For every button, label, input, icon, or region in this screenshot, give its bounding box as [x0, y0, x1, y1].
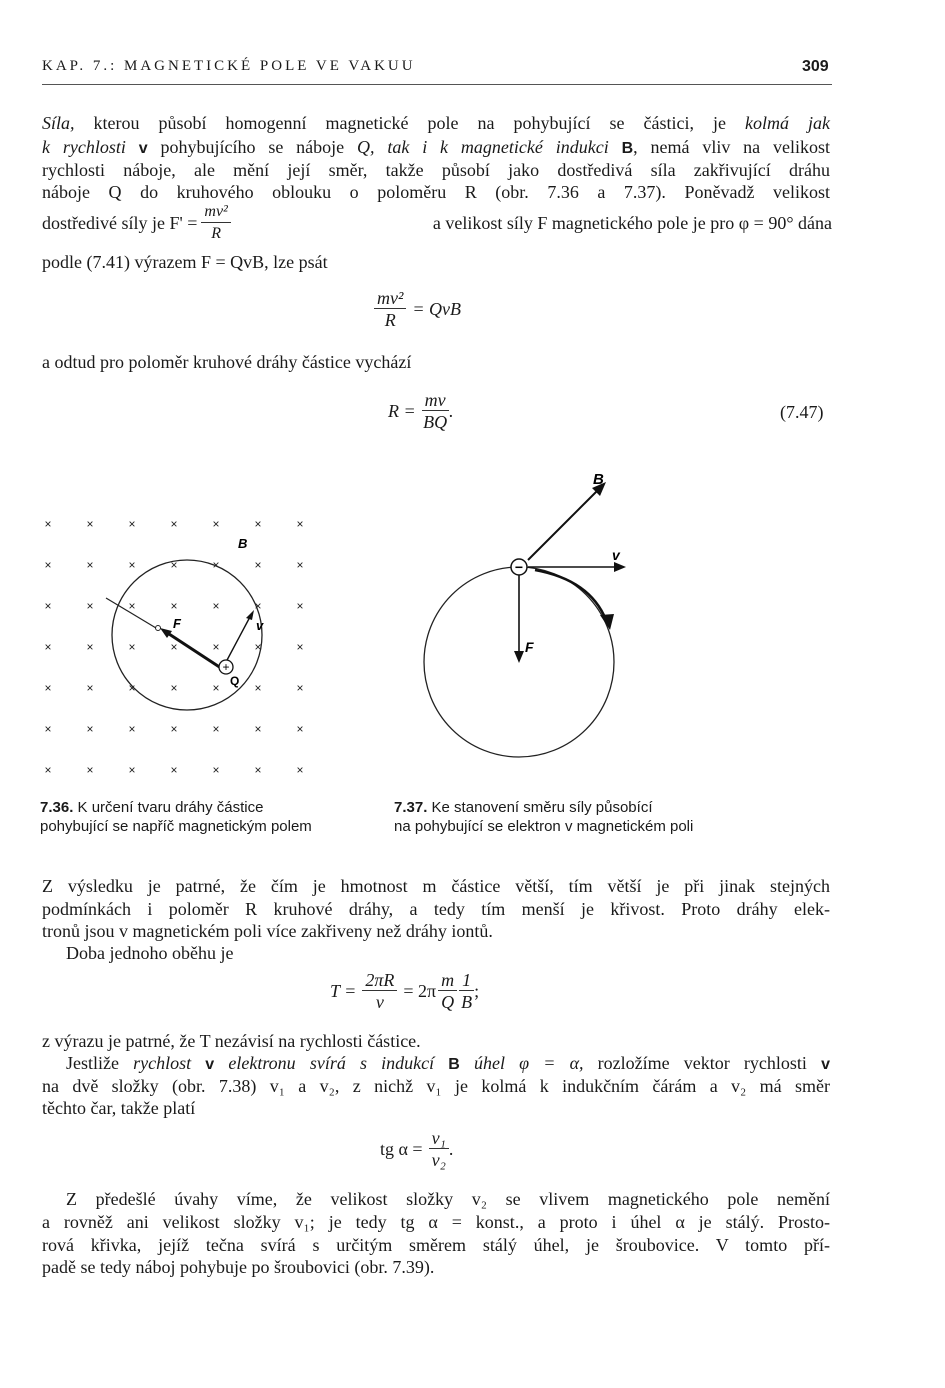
vector-v: v [205, 1056, 215, 1073]
fraction-denominator: Q [441, 992, 455, 1012]
caption-7-36-line-1 [40, 798, 263, 817]
plus-sign: + [222, 660, 230, 674]
field-cross: × [296, 599, 304, 613]
equation-lhs: T = [330, 981, 357, 1001]
figure-7-36 [38, 510, 328, 790]
p3-line-4: Doba jednoho oběhu je [66, 943, 234, 963]
field-cross: × [128, 517, 136, 531]
equation-lhs: R = [388, 401, 416, 421]
fraction-numerator: 2πR [362, 970, 397, 991]
caption-text: Ke stanovení směru síly působící [427, 799, 653, 816]
field-cross: × [170, 558, 178, 572]
label-B: B [593, 471, 604, 488]
equation-period: . [448, 1139, 454, 1159]
field-cross: × [44, 517, 52, 531]
equation-rhs: = QvB [412, 299, 462, 319]
velocity-arrow-v [226, 615, 251, 662]
field-cross: × [170, 640, 178, 654]
fraction-mv2-R [201, 202, 230, 245]
fraction-numerator: mv² [374, 288, 406, 309]
field-cross: × [170, 681, 178, 695]
field-cross: × [254, 517, 262, 531]
field-cross: × [296, 763, 304, 777]
p1-line-5 [42, 202, 832, 245]
p3-line-1: Z výsledku je patrné, že čím je hmotnost m částice větší, tím větší je při jinak stejných [42, 876, 830, 896]
cross-grid [44, 517, 303, 777]
field-cross: × [296, 681, 304, 695]
vector-v: v [821, 1056, 830, 1073]
field-cross: × [128, 681, 136, 695]
field-cross: × [212, 640, 220, 654]
page-number: 309 [802, 58, 829, 75]
label-Q: Q [230, 674, 240, 688]
field-cross: × [212, 763, 220, 777]
field-cross: × [44, 722, 52, 736]
field-cross: × [44, 640, 52, 654]
field-cross: × [254, 558, 262, 572]
equation-mid: = 2π [403, 981, 437, 1001]
p1-text: a velikost síly F magnetického pole je pro φ = 90° dána [432, 213, 832, 233]
p1-line-4: náboje Q do kruhového oblouku o poloměru R (obr. 7.36 a 7.37). Poněvadž velikost [42, 182, 830, 202]
equation-lhs: tg α = [380, 1139, 423, 1159]
fraction-denominator: v [375, 992, 384, 1012]
vector-B: B [621, 140, 634, 157]
fraction-denominator: R [384, 310, 396, 330]
motion-arc-arrow [535, 570, 606, 620]
field-cross: × [254, 763, 262, 777]
equation-semicolon: ; [474, 981, 480, 1001]
field-cross: × [170, 517, 178, 531]
label-B: B [238, 536, 248, 551]
caption-7-36-line-2: pohybující se napříč magnetickým polem [40, 818, 312, 835]
caption-text: K určení tvaru dráhy částice [73, 799, 264, 816]
fraction-numerator: 1 [459, 970, 474, 991]
equation-tg-alpha [380, 1128, 453, 1171]
vector-v: v [138, 140, 148, 157]
equation-1 [374, 288, 461, 331]
field-cross: × [86, 517, 94, 531]
p6-line-3: rová křivka, jejíž tečna svírá s určitým směrem stálý úhel, je šroubovice. V tomto pří- [42, 1235, 830, 1255]
field-cross: × [296, 722, 304, 736]
field-cross: × [212, 681, 220, 695]
field-cross: × [212, 517, 220, 531]
field-cross: × [86, 681, 94, 695]
equation-tag: (7.47) [780, 402, 824, 422]
p5-italic: elektronu svírá s indukcí [214, 1053, 449, 1073]
field-cross: × [212, 558, 220, 572]
p1-italic-sila: Síla, [42, 113, 75, 133]
field-cross: × [254, 599, 262, 613]
force-arrowhead [514, 651, 524, 663]
field-cross: × [212, 599, 220, 613]
field-cross: × [86, 763, 94, 777]
vector-B: B [448, 1056, 460, 1073]
field-cross: × [44, 599, 52, 613]
field-cross: × [170, 763, 178, 777]
field-cross: × [86, 558, 94, 572]
field-cross: × [254, 681, 262, 695]
field-cross: × [296, 517, 304, 531]
fraction-numerator: mv [422, 390, 449, 411]
field-cross: × [128, 558, 136, 572]
label-F: F [525, 639, 534, 655]
caption-number: 7.36. [40, 799, 74, 816]
p4-line: z výrazu je patrné, že T nezávisí na rychlosti částice. [42, 1031, 421, 1051]
fraction-denominator: B [461, 992, 473, 1012]
p1-line-3: rychlosti náboje, ale mění její směr, takže působí jako dostředivá síla zakřivující dráhu [42, 160, 830, 180]
circle-center [156, 626, 161, 631]
p1-italic: Q, tak i k magnetické indukci [357, 137, 622, 157]
fraction-numerator: v₁ [429, 1128, 449, 1149]
p1-text: dostředivé síly je F' = [42, 213, 198, 233]
p5-text: Jestliže [66, 1053, 134, 1073]
p5-italic: úhel φ = α, [459, 1053, 584, 1073]
field-cross: × [170, 599, 178, 613]
equation-period: . [448, 401, 454, 421]
fraction-m-Q [438, 970, 457, 1013]
p6-line-1 [42, 1189, 830, 1210]
p5-line-3: těchto čar, takže platí [42, 1098, 196, 1118]
field-cross: × [44, 558, 52, 572]
p6-line-2: a rovněž ani velikost složky v₁; je tedy tg α = konst., a proto i úhel α je stálý. Prosto- [42, 1212, 830, 1232]
fraction-numerator: m [438, 970, 457, 991]
fraction-1-B [459, 970, 474, 1013]
p1-italic: k rychlosti [42, 137, 139, 157]
label-F: F [173, 616, 181, 631]
caption-7-37-line-2: na pohybující se elektron v magnetickém poli [394, 818, 694, 835]
p1-line-6: podle (7.41) výrazem F = QvB, lze psát [42, 252, 328, 272]
p2-line: a odtud pro poloměr kruhové dráhy částice vychází [42, 352, 412, 372]
p5-text: rozložíme vektor rychlosti [583, 1053, 822, 1073]
field-cross: × [44, 763, 52, 777]
p1-italic: kolmá jak [745, 113, 831, 133]
label-v: v [612, 547, 620, 563]
p6-text: Z předešlé úvahy víme, že velikost složky v₂ se vlivem magnetického pole nemění [66, 1189, 830, 1209]
field-cross: × [254, 640, 262, 654]
minus-sign: − [514, 559, 524, 575]
p3-line-3: tronů jsou v magnetickém poli více zakřiveny než dráhy iontů. [42, 921, 493, 941]
caption-7-37-line-1 [394, 798, 653, 817]
field-cross: × [86, 722, 94, 736]
figure-7-37 [400, 460, 640, 770]
field-cross: × [296, 558, 304, 572]
field-cross: × [212, 722, 220, 736]
field-cross: × [128, 722, 136, 736]
p1-text: kterou působí homogenní magnetické pole na pohybující se částici, je [74, 113, 746, 133]
fraction-denominator: BQ [423, 412, 448, 432]
field-cross: × [170, 722, 178, 736]
p1-text: , nemá vliv na velikost [633, 137, 831, 157]
p1-line-1 [42, 113, 830, 134]
field-cross: × [86, 640, 94, 654]
fraction-mv2-R [374, 288, 406, 331]
chapter-header: KAP. 7.: MAGNETICKÉ POLE VE VAKUU [42, 58, 416, 74]
caption-number: 7.37. [394, 799, 428, 816]
field-cross: × [44, 681, 52, 695]
p5-italic: rychlost [133, 1053, 206, 1073]
p5-line-1 [42, 1053, 830, 1074]
p5-line-2: na dvě složky (obr. 7.38) v₁ a v₂, z nichž v₁ je kolmá k indukčním čárám a v₂ má směr [42, 1076, 830, 1096]
equation-7-47 [388, 390, 453, 433]
field-cross: × [296, 640, 304, 654]
fraction-mv-BQ [422, 390, 449, 433]
p1-text: pohybujícího se náboje [147, 137, 357, 157]
field-cross: × [128, 599, 136, 613]
fraction-denominator: R [211, 225, 221, 242]
induction-arrow-B [528, 488, 600, 560]
header-rule [42, 84, 832, 85]
p6-line-4: padě se tedy náboj pohybuje po šroubovici (obr. 7.39). [42, 1257, 435, 1277]
field-cross: × [86, 599, 94, 613]
field-cross: × [128, 763, 136, 777]
velocity-arrowhead [246, 610, 254, 620]
field-cross: × [128, 640, 136, 654]
equation-period-T [330, 970, 479, 1013]
fraction-denominator: v₂ [431, 1150, 446, 1170]
label-v: v [256, 618, 264, 633]
p1-line-2 [42, 137, 830, 158]
velocity-arrowhead [614, 562, 626, 572]
fraction-numerator: mv² [201, 202, 230, 223]
field-cross: × [254, 722, 262, 736]
fraction-v1-v2 [429, 1128, 449, 1171]
fraction-2piR-v [362, 970, 397, 1013]
p3-line-2: podmínkách i poloměr R kruhové dráhy, a tedy tím menší je křivost. Proto dráhy elek- [42, 899, 830, 919]
